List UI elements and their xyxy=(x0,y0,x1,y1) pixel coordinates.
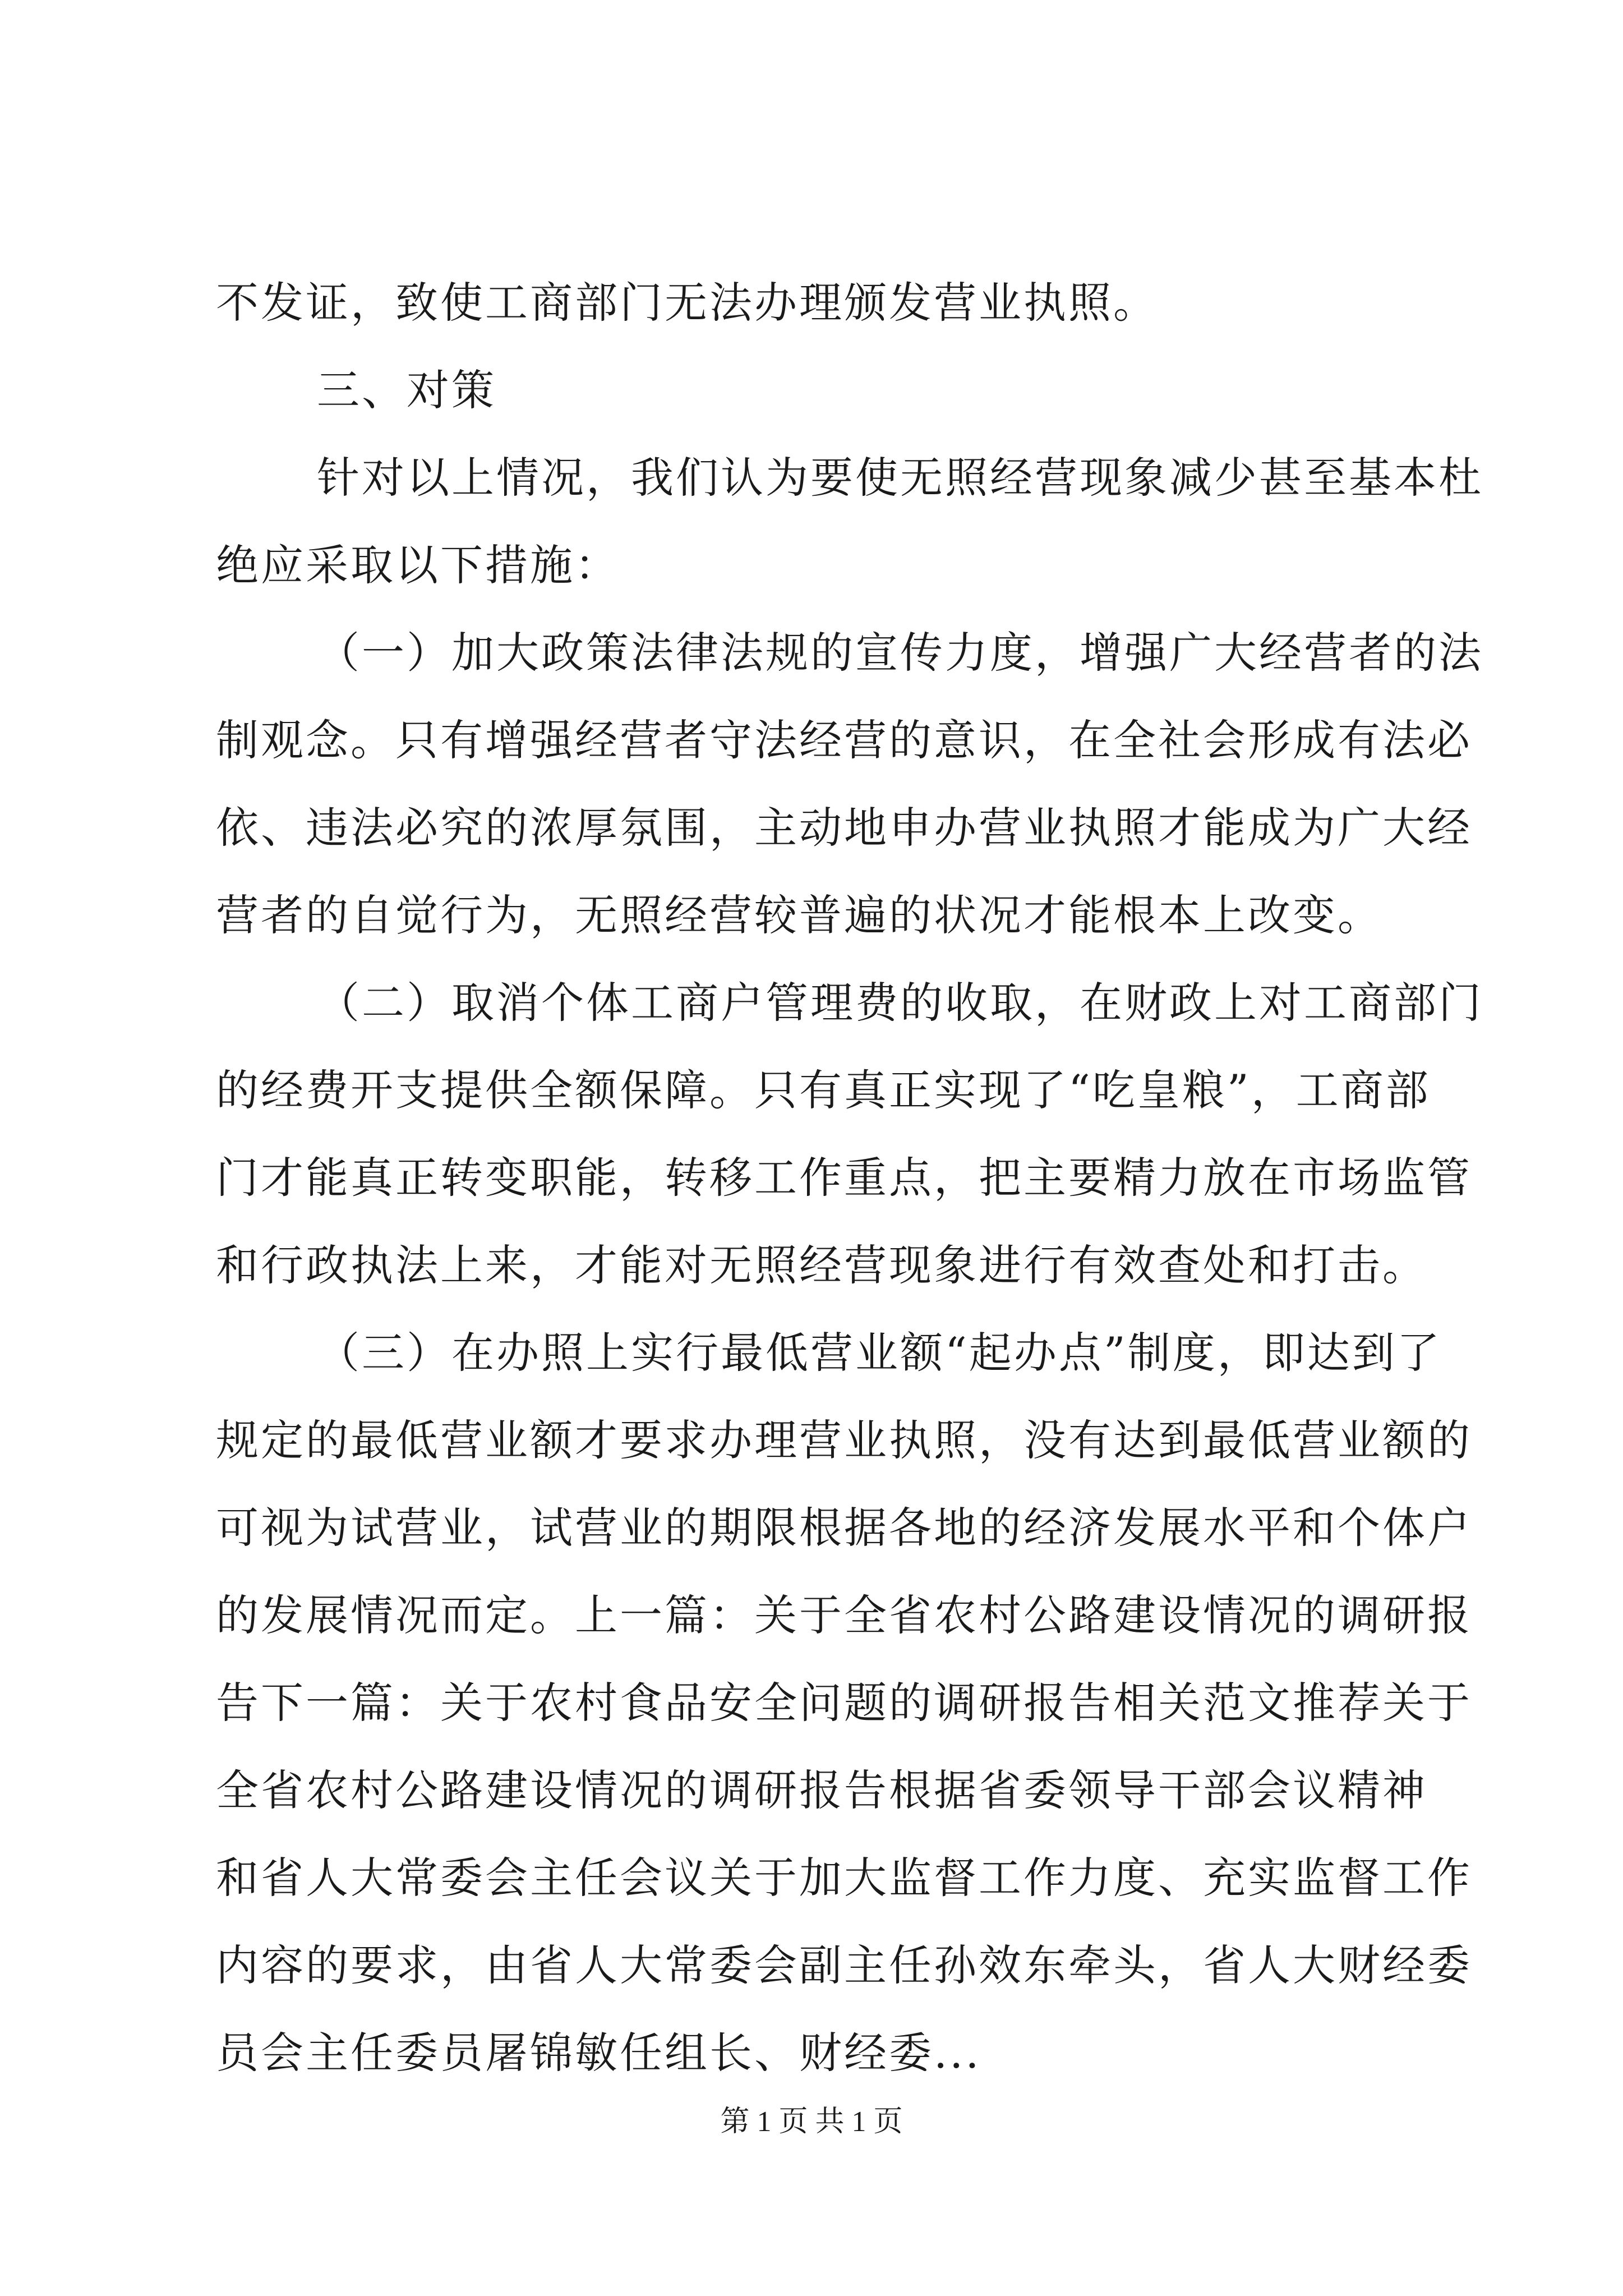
text-line-17: 告下一篇：关于农村食品安全问题的调研报告相关范文推荐关于 xyxy=(216,1678,1472,1728)
text-line-5: （一）加大政策法律法规的宣传力度，增强广大经营者的法 xyxy=(317,628,1483,678)
text-line-9: （二）取消个体工商户管理费的收取，在财政上对工商部门 xyxy=(317,978,1483,1028)
text-line-16: 的发展情况而定。上一篇：关于全省农村公路建设情况的调研报 xyxy=(216,1590,1472,1640)
text-line-3: 针对以上情况，我们认为要使无照经营现象减少甚至基本杜 xyxy=(317,453,1483,503)
text-line-13: （三）在办照上实行最低营业额“起办点”制度，即达到了 xyxy=(317,1328,1442,1378)
text-line-1: 不发证，致使工商部门无法办理颁发营业执照。 xyxy=(216,278,1158,328)
text-line-14: 规定的最低营业额才要求办理营业执照，没有达到最低营业额的 xyxy=(216,1415,1472,1465)
text-line-18: 全省农村公路建设情况的调研报告根据省委领导干部会议精神 xyxy=(216,1765,1427,1815)
page-number-footer: 第 1 页 共 1 页 xyxy=(720,2106,903,2138)
text-line-20: 内容的要求，由省人大常委会副主任孙效东牵头，省人大财经委 xyxy=(216,1940,1472,1990)
text-line-6: 制观念。只有增强经营者守法经营的意识，在全社会形成有法必 xyxy=(216,715,1472,765)
text-line-15: 可视为试营业，试营业的期限根据各地的经济发展水平和个体户 xyxy=(216,1503,1472,1553)
text-line-19: 和省人大常委会主任会议关于加大监督工作力度、充实监督工作 xyxy=(216,1853,1472,1903)
text-line-8: 营者的自觉行为，无照经营较普遍的状况才能根本上改变。 xyxy=(216,890,1382,940)
text-line-4: 绝应采取以下措施： xyxy=(216,540,620,590)
text-line-21: 员会主任委员屠锦敏任组长、财经委... xyxy=(216,2028,981,2078)
section-heading-countermeasures: 三、对策 xyxy=(317,365,496,415)
text-line-12: 和行政执法上来，才能对无照经营现象进行有效查处和打击。 xyxy=(216,1240,1427,1290)
text-line-10: 的经费开支提供全额保障。只有真正实现了“吃皇粮”，工商部 xyxy=(216,1065,1431,1115)
text-line-7: 依、违法必究的浓厚氛围，主动地申办营业执照才能成为广大经 xyxy=(216,803,1472,853)
document-body xyxy=(216,259,1483,2097)
text-line-11: 门才能真正转变职能，转移工作重点，把主要精力放在市场监管 xyxy=(216,1153,1472,1203)
